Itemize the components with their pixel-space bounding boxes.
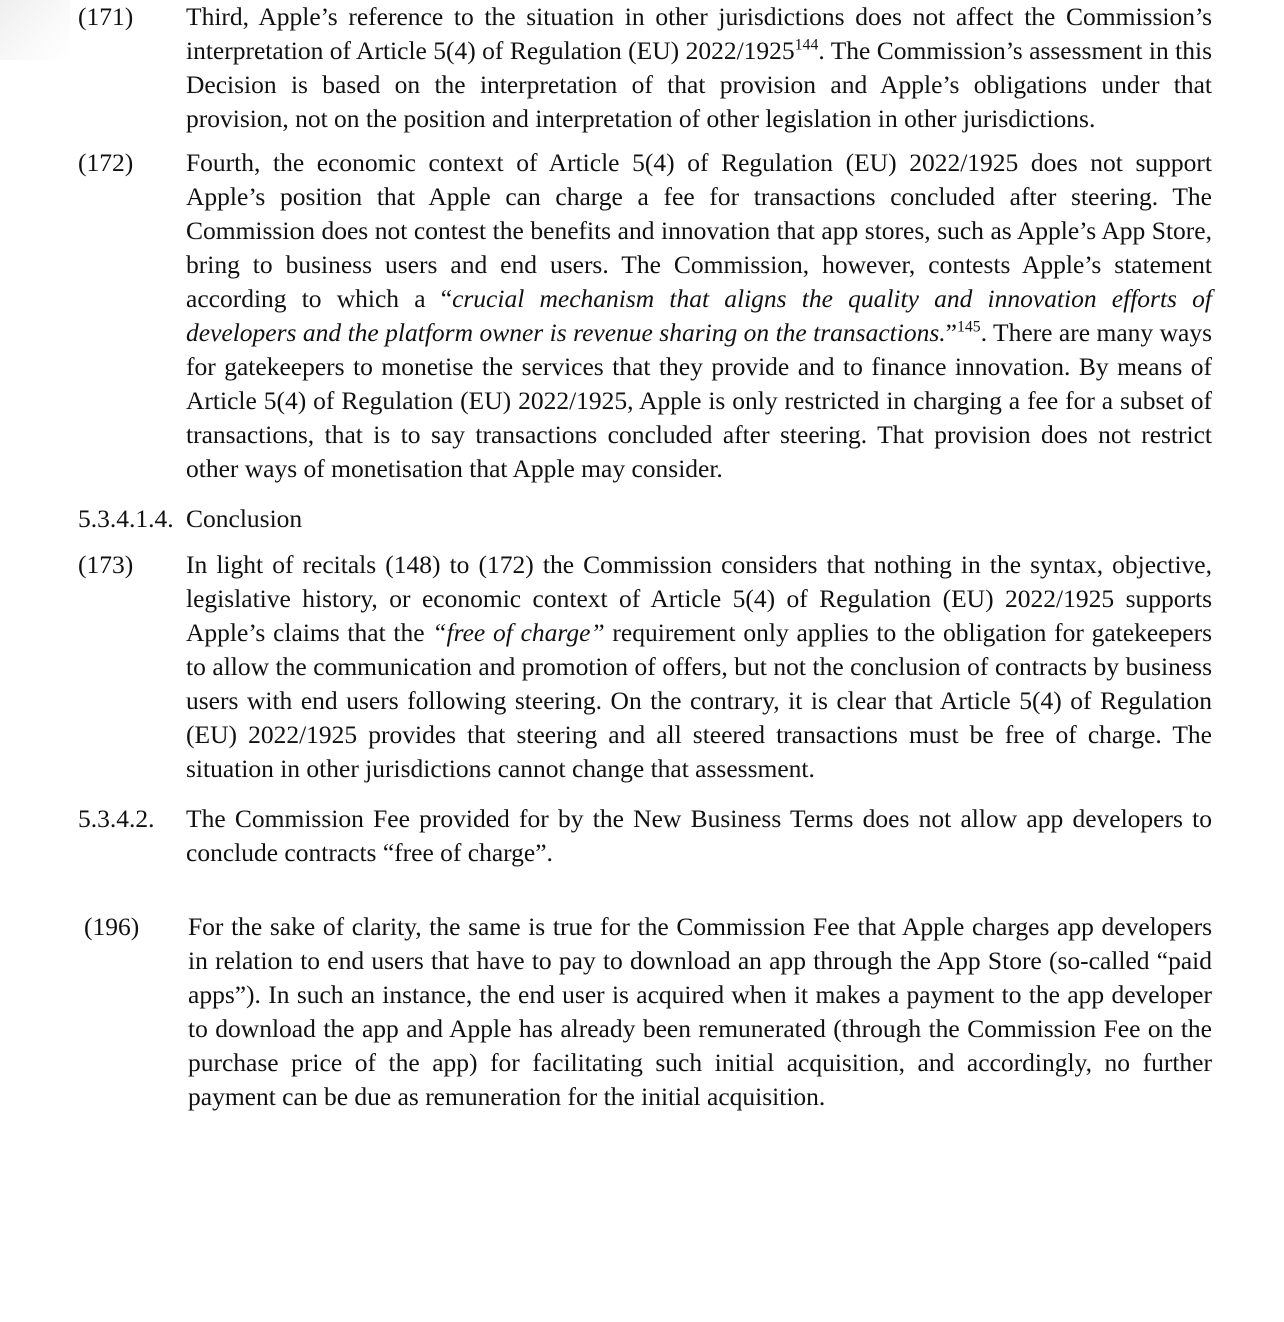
recital-text: In light of recitals (148) to (172) the Commission considers that nothing in the syntax, objective, legislative history, or economic context of Article 5(4) of Regulation (EU) 2022/1925 supports Apple’s claims that the “free of charge” requirement only applies to the obligation for gatekeepers to allow the communication and promotion of offers, but not the conclusion of contracts by business users with end users following steering. On the contrary, it is clear that Article 5(4) of Regulation (EU) 2022/1925 provides that steering and all steered transactions must be free of charge. The situation in other jurisdictions cannot change that assessment. bbox=[186, 550, 1212, 783]
recital-196 bbox=[78, 910, 1212, 1114]
section-spacer bbox=[78, 874, 1212, 910]
heading-title: Conclusion bbox=[186, 504, 303, 533]
heading-conclusion bbox=[78, 502, 1212, 536]
recital-text: Fourth, the economic context of Article 5(4) of Regulation (EU) 2022/1925 does not support Apple’s position that Apple can charge a fee for transactions concluded after steering. The Commission does not contest the benefits and innovation that app stores, such as Apple’s App Store, bring to business users and end users. The Commission, however, contests Apple’s statement according to which a “crucial mechanism that aligns the quality and innovation efforts of developers and the platform owner is revenue sharing on the transactions.”$^{145}$. There are many ways for gatekeepers to monetise the services that they provide and to finance innovation. By means of Article 5(4) of Regulation (EU) 2022/1925, Apple is only restricted in charging a fee for a subset of transactions, that is to say transactions concluded after steering. That provision does not restrict other ways of monetisation that Apple may consider. bbox=[186, 148, 1212, 483]
recital-number: (173) bbox=[78, 550, 134, 579]
recital-number: (171) bbox=[78, 2, 134, 31]
heading-title: The Commission Fee provided for by the New Business Terms does not allow app developers to conclude contracts “free of charge”. bbox=[186, 804, 1212, 867]
recital-172 bbox=[78, 146, 1212, 486]
recital-173 bbox=[78, 548, 1212, 786]
recital-text: For the sake of clarity, the same is true for the Commission Fee that Apple charges app developers in relation to end users that have to pay to download an app through the App Store (so-called “paid apps”). In such an instance, the end user is acquired when it makes a payment to the app developer to download the app and Apple has already been remunerated (through the Commission Fee on the purchase price of the app) for facilitating such initial acquisition, and accordingly, no further payment can be due as remuneration for the initial acquisition. bbox=[188, 912, 1212, 1111]
heading-number: 5.3.4.2. bbox=[78, 804, 155, 833]
recital-number: (196) bbox=[84, 912, 140, 941]
heading-number: 5.3.4.1.4. bbox=[78, 504, 174, 533]
recital-text: Third, Apple’s reference to the situation in other jurisdictions does not affect the Commission’s interpretation of Article 5(4) of Regulation (EU) 2022/1925$^{144}$. The Commission’s assessment in this Decision is based on the interpretation of that provision and Apple’s obligations under that provision, not on the position and interpretation of other legislation in other jurisdictions. bbox=[186, 2, 1212, 133]
heading-section-5-3-4-2 bbox=[78, 802, 1212, 870]
recital-171 bbox=[78, 0, 1212, 136]
recital-number: (172) bbox=[78, 148, 134, 177]
